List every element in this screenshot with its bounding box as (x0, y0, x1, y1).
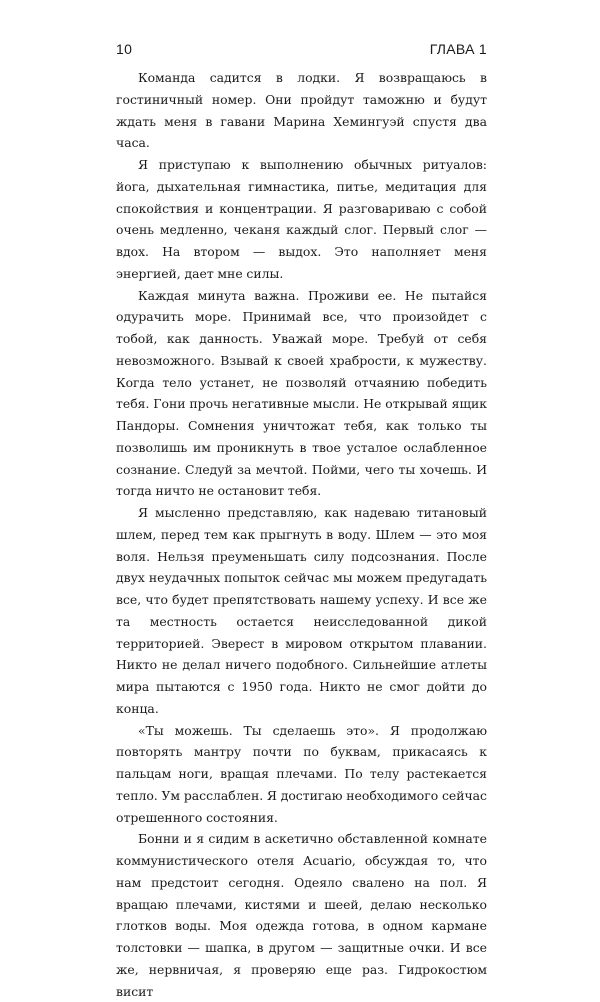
paragraph: Я мысленно представляю, как надеваю титановый шлем, перед тем как прыгнуть в воду. Шлем — это моя воля. Нельзя преуменьшать силу подсознания. После двух неудачных попыток сейчас мы можем предугадать все, что будет препятствовать нашему успеху. И все же та местность остается неисследованной дикой территорией. Эверест в мировом открытом плавании. Никто не делал ничего подобного. Сильнейшие атлеты мира пытаются с 1950 года. Никто не смог дойти до конца. (116, 505, 487, 716)
chapter-title: ГЛАВА 1 (429, 41, 487, 57)
body-text (116, 67, 487, 1002)
page-number: 10 (116, 41, 133, 57)
paragraph: Я приступаю к выполнению обычных ритуалов: йога, дыхательная гимнастика, питье, медитация для спокойствия и концентрации. Я разговариваю с собой очень медленно, чеканя каждый слог. Первый слог — вдох. На втором — выдох. Это наполняет меня энергией, дает мне силы. (116, 157, 487, 281)
running-header (116, 41, 487, 61)
paragraph: Бонни и я сидим в аскетично обставленной комнате коммунистического отеля Acuario, обсуждая то, что нам предстоит сегодня. Одеяло свалено на пол. Я вращаю плечами, кистями и шеей, делаю несколько глотков воды. Моя одежда готова, в одном кармане толстовки — шапка, в другом — защитные очки. И все же, нервничая, я проверяю еще раз. Гидрокостюм висит (116, 831, 487, 999)
paragraph: «Ты можешь. Ты сделаешь это». Я продолжаю повторять мантру почти по буквам, прикасаясь к пальцам ноги, вращая плечами. По телу растекается тепло. Ум расслаблен. Я достигаю необходимого сейчас отрешенного состояния. (116, 722, 487, 825)
paragraph: Каждая минута важна. Проживи ее. Не пытайся одурачить море. Принимай все, что произойдет с тобой, как данность. Уважай море. Требуй от себя невозможного. Взывай к своей храбрости, к мужеству. Когда тело устанет, не позволяй отчаянию победить тебя. Гони прочь негативные мысли. Не открывай ящик Пандоры. Сомнения уничтожат тебя, как только ты позволишь им проникнуть в твое усталое ослабленное сознание. Следуй за мечтой. Пойми, чего ты хочешь. И тогда ничто не остановит тебя. (116, 287, 487, 499)
paragraph: Команда садится в лодки. Я возвращаюсь в гостиничный номер. Они пройдут таможню и будут ждать меня в гавани Марина Хемингуэй спустя два часа. (116, 70, 487, 151)
